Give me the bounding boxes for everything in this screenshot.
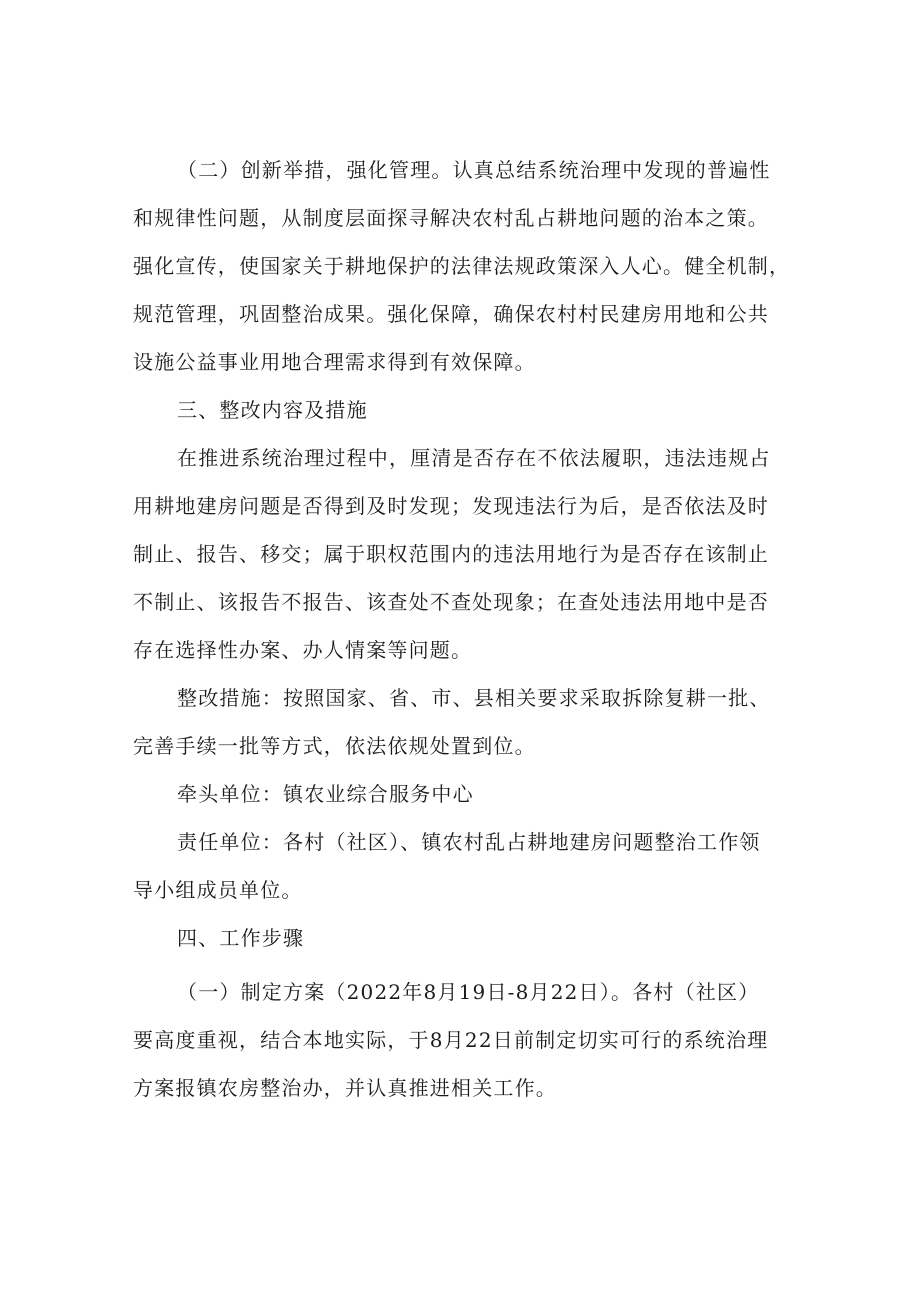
text-line: 责任单位：各村（社区）、镇农村乱占耕地建房问题整治工作领: [177, 830, 761, 854]
text-line: 不制止、该报告不报告、该查处不查处现象；在查处违法用地中是否: [133, 590, 769, 614]
section-heading-3: [133, 386, 793, 434]
text-line: 用耕地建房问题是否得到及时发现；发现违法行为后，是否依法及时: [133, 494, 769, 518]
text-line: 要高度重视，结合本地实际，于8月22日前制定切实可行的系统治理: [133, 1028, 769, 1052]
text-line: （二）创新举措，强化管理。认真总结系统治理中发现的普遍性: [177, 158, 771, 182]
text-line: 设施公益事业用地合理需求得到有效保障。: [133, 350, 536, 374]
paragraph-formulate-plan: [133, 968, 793, 1112]
text-line: 制止、报告、移交；属于职权范围内的违法用地行为是否存在该制止: [133, 542, 769, 566]
text-line: 导小组成员单位。: [133, 878, 303, 902]
text-line: 在推进系统治理过程中，厘清是否存在不依法履职，违法违规占: [177, 446, 771, 470]
paragraph-lead-unit: [133, 770, 793, 818]
heading-text: 三、整改内容及措施: [177, 398, 368, 422]
paragraph-responsible-units: [133, 818, 793, 914]
text-line: 完善手续一批等方式，依法依规处置到位。: [133, 734, 536, 758]
section-heading-4: [133, 914, 793, 962]
paragraph-innovation-measures: [133, 146, 793, 386]
text-line: 牵头单位：镇农业综合服务中心: [177, 782, 474, 806]
text-line: 强化宣传，使国家关于耕地保护的法律法规政策深入人心。健全机制，: [133, 254, 791, 278]
heading-text: 四、工作步骤: [177, 926, 305, 950]
text-line: （一）制定方案（2022年8月19日-8月22日）。各村（社区）: [177, 980, 760, 1004]
paragraph-rectification-content: [133, 434, 793, 674]
paragraph-rectification-measures: [133, 674, 793, 770]
text-line: 和规律性问题，从制度层面探寻解决农村乱占耕地问题的治本之策。: [133, 206, 769, 230]
text-line: 存在选择性办案、办人情案等问题。: [133, 638, 473, 662]
text-line: 方案报镇农房整治办，并认真推进相关工作。: [133, 1076, 557, 1100]
text-line: 整改措施：按照国家、省、市、县相关要求采取拆除复耕一批、: [177, 686, 771, 710]
text-line: 规范管理，巩固整治成果。强化保障，确保农村村民建房用地和公共: [133, 302, 769, 326]
